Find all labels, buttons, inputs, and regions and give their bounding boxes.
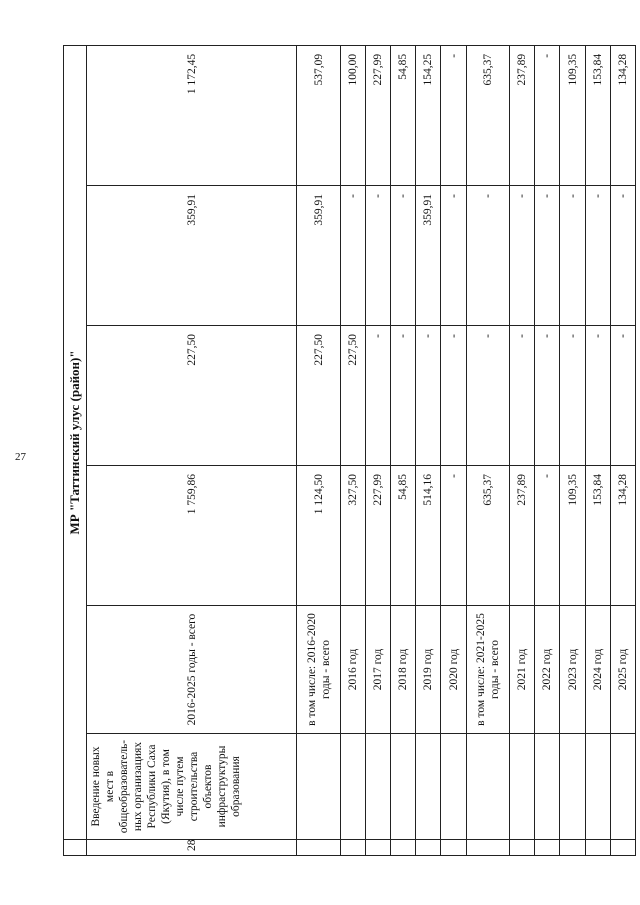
table-row [560,45,585,855]
indicator-empty [466,734,510,840]
section-header-row [64,45,87,855]
value-total: 327,50 [340,466,365,606]
value-col4: 227,99 [366,45,391,185]
value-col4: 154,25 [416,45,441,185]
indicator-empty [340,734,365,840]
table-row [466,45,510,855]
indicator-empty [441,734,466,840]
value-col2: 227,50 [297,326,341,466]
period-cell: 2020 год [441,606,466,734]
row-number-header [64,840,87,856]
indicator-empty [391,734,416,840]
value-col2: - [510,326,535,466]
value-col2: - [585,326,610,466]
row-number-empty [391,840,416,856]
row-number-empty [510,840,535,856]
row-number-empty [366,840,391,856]
period-cell: 2025 год [610,606,635,734]
value-total: 1 759,86 [87,466,297,606]
table-row [87,45,297,855]
period-cell: 2016 год [340,606,365,734]
row-number-empty [585,840,610,856]
period-cell: в том числе: 2021-2025 годы - всего [466,606,510,734]
value-col2: - [535,326,560,466]
value-col3: - [391,186,416,326]
value-col3: - [340,186,365,326]
indicator-empty [610,734,635,840]
indicator-empty [560,734,585,840]
value-col3: 359,91 [297,186,341,326]
value-col3: - [560,186,585,326]
period-cell: 2023 год [560,606,585,734]
row-number-empty [441,840,466,856]
period-cell: 2017 год [366,606,391,734]
table-body [64,45,636,855]
value-col4: 237,89 [510,45,535,185]
table-row [535,45,560,855]
row-number-empty [535,840,560,856]
value-total: 237,89 [510,466,535,606]
indicator-empty [585,734,610,840]
row-number-empty [340,840,365,856]
value-col4: 100,00 [340,45,365,185]
value-col4: 153,84 [585,45,610,185]
value-col2: - [610,326,635,466]
value-col4: 54,85 [391,45,416,185]
indicator-text: Введение новых мест в общеобразователь-ных организациях Республики Саха (Якутия), в том числе путем строительства объектов инфраструктуры образования [87,734,297,840]
value-col3: - [441,186,466,326]
row-number-empty [560,840,585,856]
value-col3: - [510,186,535,326]
value-col3: 359,91 [87,186,297,326]
indicator-empty [510,734,535,840]
period-cell: 2016-2025 годы - всего [87,606,297,734]
table-row [441,45,466,855]
value-total: 109,35 [560,466,585,606]
value-col3: - [610,186,635,326]
value-col2: - [366,326,391,466]
value-total: 134,28 [610,466,635,606]
rotated-table-wrapper [63,46,636,856]
value-col2: - [560,326,585,466]
value-col4: 537,09 [297,45,341,185]
section-title: МР "Таттинский улус (район)" [64,45,87,839]
page-number: 27 [15,451,26,463]
indicator-empty [535,734,560,840]
row-number-empty [466,840,510,856]
value-col4: - [535,45,560,185]
value-col2: 227,50 [87,326,297,466]
table-row [416,45,441,855]
value-col3: - [466,186,510,326]
value-col2: 227,50 [340,326,365,466]
value-col3: 359,91 [416,186,441,326]
table-row [340,45,365,855]
row-number: 28 [87,840,297,856]
table-row [366,45,391,855]
value-total: - [535,466,560,606]
period-cell: 2018 год [391,606,416,734]
value-col4: 635,37 [466,45,510,185]
value-col2: - [441,326,466,466]
value-total: - [441,466,466,606]
table-row [391,45,416,855]
value-col3: - [535,186,560,326]
period-cell: 2024 год [585,606,610,734]
value-total: 153,84 [585,466,610,606]
row-number-empty [416,840,441,856]
table-row [585,45,610,855]
period-cell: 2022 год [535,606,560,734]
table-row [510,45,535,855]
table-row [610,45,635,855]
period-cell: 2021 год [510,606,535,734]
row-number-empty [297,840,341,856]
row-number-empty [610,840,635,856]
period-cell: в том числе: 2016-2020 годы - всего [297,606,341,734]
value-col2: - [416,326,441,466]
value-total: 54,85 [391,466,416,606]
value-total: 227,99 [366,466,391,606]
table-row [297,45,341,855]
value-col4: - [441,45,466,185]
indicator-empty [416,734,441,840]
indicator-empty [297,734,341,840]
budget-table [63,45,636,856]
value-col2: - [466,326,510,466]
indicator-empty [366,734,391,840]
value-col3: - [366,186,391,326]
value-total: 514,16 [416,466,441,606]
value-col3: - [585,186,610,326]
value-col2: - [391,326,416,466]
period-cell: 2019 год [416,606,441,734]
value-total: 1 124,50 [297,466,341,606]
value-col4: 1 172,45 [87,45,297,185]
value-total: 635,37 [466,466,510,606]
value-col4: 134,28 [610,45,635,185]
value-col4: 109,35 [560,45,585,185]
